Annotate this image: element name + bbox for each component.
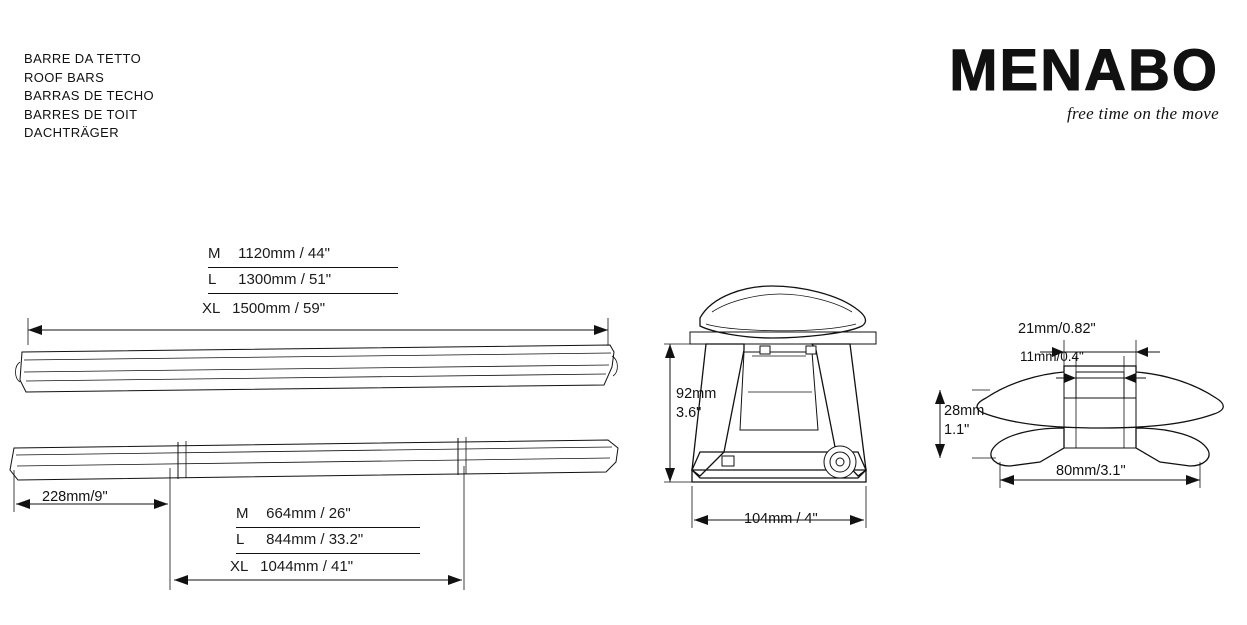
label-inner-slot: 11mm/0.4" <box>1020 349 1084 364</box>
product-title-it: BARRE DA TETTO <box>24 51 142 66</box>
spread-value-xl: 1044mm / 41" <box>260 558 354 575</box>
length-value-xl: 1500mm / 59" <box>232 300 326 317</box>
length-value-m: 1120mm / 44" <box>238 245 330 262</box>
label-top-slot: 21mm/0.82" <box>1018 321 1096 337</box>
bar-side-view-shape <box>16 345 618 392</box>
brand-tagline: free time on the move <box>1066 104 1219 123</box>
label-overhang: 228mm/9" <box>42 489 108 505</box>
label-foot-height-inch: 3.6" <box>676 405 702 421</box>
spread-value-m: 664mm / 26" <box>266 505 351 522</box>
product-title-en: ROOF BARS <box>24 69 105 85</box>
product-title-es: BARRAS DE TECHO <box>24 88 155 103</box>
length-size-l: L <box>208 271 217 288</box>
label-foot-height: 92mm <box>676 386 717 402</box>
label-profile-width: 80mm/3.1" <box>1056 463 1126 479</box>
product-title-de: DACHTRÄGER <box>24 125 120 140</box>
spread-size-xl: XL <box>230 558 249 575</box>
label-profile-height: 28mm <box>944 403 985 419</box>
length-value-l: 1300mm / 51" <box>238 271 332 288</box>
product-title-fr: BARRES DE TOIT <box>24 106 138 122</box>
spread-row-xl <box>230 558 353 575</box>
spread-value-l: 844mm / 33.2" <box>266 531 364 548</box>
dim-inner-slot <box>1056 373 1146 383</box>
brand-wordmark: MENABO <box>949 38 1219 103</box>
length-size-xl: XL <box>202 300 221 317</box>
spread-size-m: M <box>236 505 249 522</box>
dim-foot-height <box>665 344 675 482</box>
label-foot-width: 104mm / 4" <box>744 511 818 527</box>
dim-overall-length <box>28 318 608 345</box>
length-size-m: M <box>208 245 221 262</box>
dim-bar-spread <box>174 575 462 585</box>
spread-size-l: L <box>236 531 245 548</box>
label-profile-height-inch: 1.1" <box>944 422 970 438</box>
